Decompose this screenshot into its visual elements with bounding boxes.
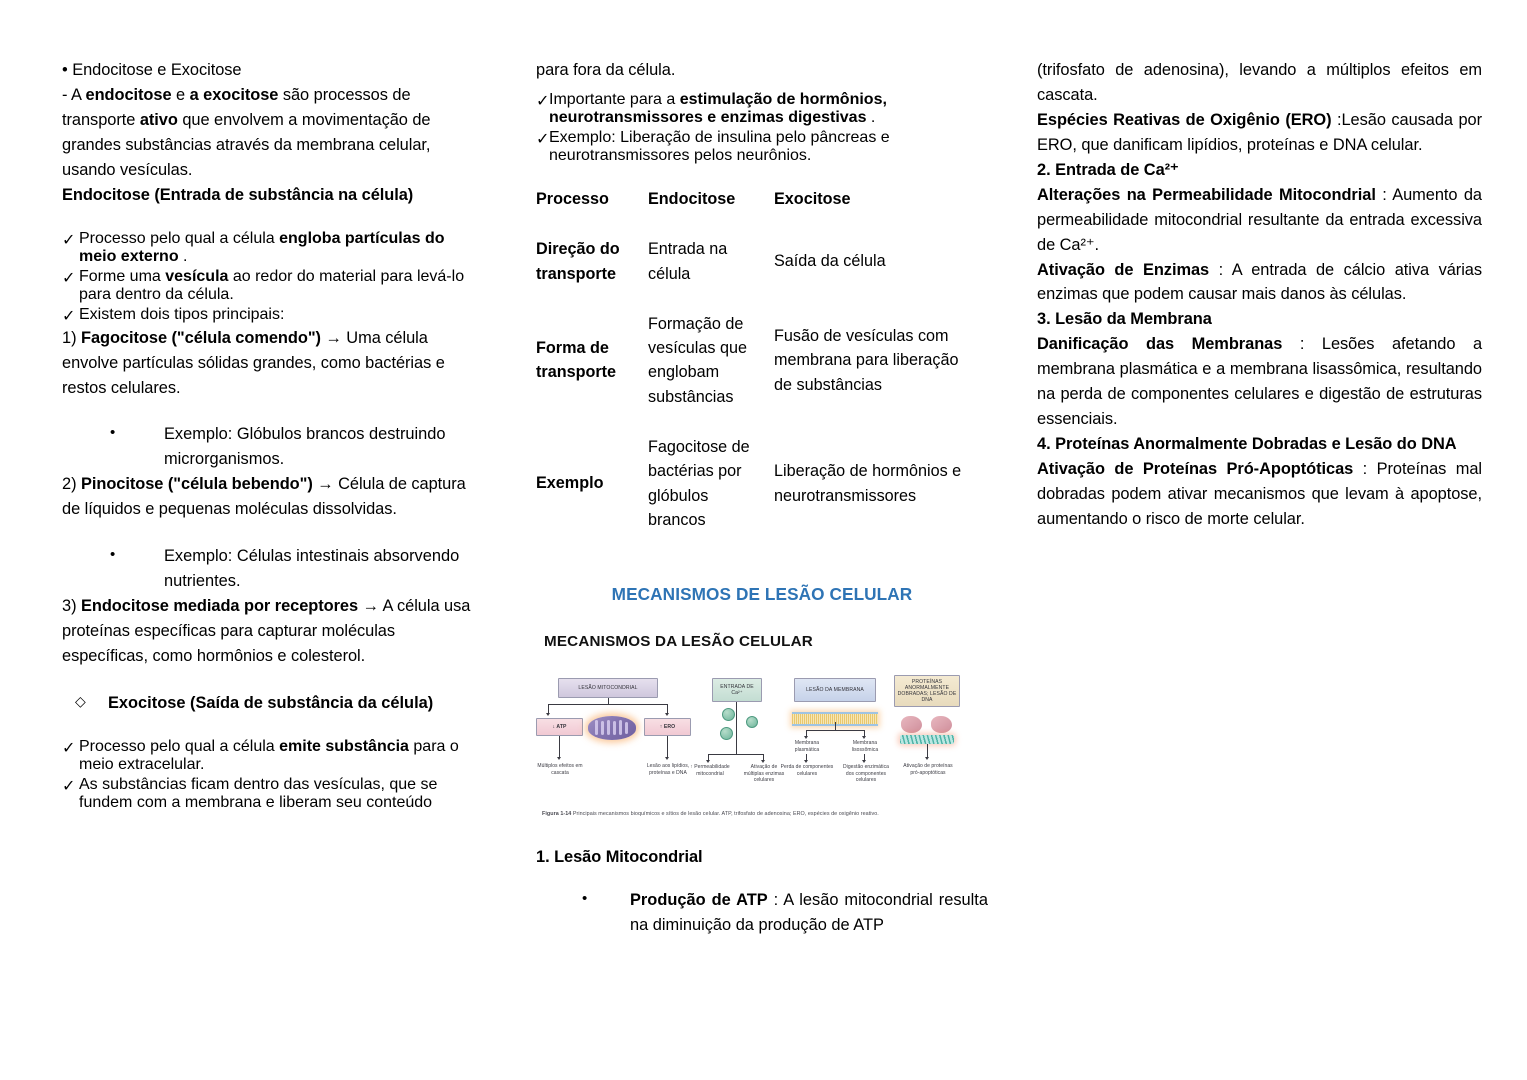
three-column-layout [0, 58, 1527, 938]
example-pinocitose-text: Exemplo: Células intestinais absorvendo nutrientes. [164, 547, 460, 591]
check-item-5 [62, 776, 472, 812]
table-row [536, 312, 988, 435]
diagram-connector [708, 754, 764, 755]
intro-text-1: - A [62, 85, 86, 104]
diagram-arrow [862, 736, 866, 739]
check-item-3 [62, 306, 472, 326]
example-pinocitose [110, 544, 472, 594]
bullet-dot-icon: • [110, 424, 116, 442]
table-header-row [536, 187, 988, 237]
column-1 [0, 58, 500, 938]
intro-bold-2: a exocitose [189, 85, 279, 104]
paragraph-danificacao [1037, 332, 1482, 432]
table-cell-endocitose: Entrada na célula [648, 240, 728, 283]
diagram-connector [806, 730, 864, 731]
diagram-label-membrana-lisossomica: Membrana lisossômica [851, 740, 879, 753]
diagram-label-permeabilidade: ↑ Permeabilidade mitocondrial [690, 764, 730, 777]
diagram-box-lesao-mitocondrial: LESÃO MITOCONDRIAL [558, 678, 658, 698]
heading-mech-4: 4. Proteínas Anormalmente Dobradas e Lesão do DNA [1037, 435, 1457, 454]
diagram-arrow [546, 713, 550, 716]
intro-paragraph [62, 83, 472, 183]
calcium-ion-icon [722, 708, 735, 721]
diagram-arrow [804, 736, 808, 739]
check-icon: ✓ [62, 777, 76, 795]
diagram-label-lesao-lipidios: Lesão aos lipídios, proteínas e DNA [646, 763, 690, 776]
intro-bold-3: ativo [139, 110, 178, 129]
table-row [536, 237, 988, 312]
section-heading-mecanismos: MECANISMOS DE LESÃO CELULAR [611, 584, 913, 605]
diagram-connector [736, 702, 737, 754]
check-item-4 [62, 738, 472, 774]
calcium-ion-icon [746, 716, 758, 728]
check-icon: ✓ [62, 307, 76, 325]
table-row-label: Direção do transporte [536, 240, 620, 283]
figure-title: MECANISMOS DA LESÃO CELULAR [544, 633, 813, 651]
intro-text-4: que envolvem a movimentação de grandes substâncias através da membrana celular, usando vesículas. [62, 110, 431, 179]
example-fagocitose-text: Exemplo: Glóbulos brancos destruindo microrganismos. [164, 425, 446, 469]
check-icon: ✓ [62, 739, 76, 757]
check-icon: ✓ [62, 269, 76, 287]
table-cell-exocitose: Saída da célula [774, 252, 886, 271]
paragraph-permeabilidade [1037, 183, 1482, 258]
heading-exocitose [75, 691, 472, 716]
diamond-bullet-icon: ◇ [75, 692, 86, 709]
diagram-label-membrana-plasmatica: Membrana plasmática [794, 740, 820, 753]
misfolded-protein-icon [931, 716, 952, 733]
check-item-4-text: Processo pelo qual a célula emite substância para o meio extracelular. [79, 737, 459, 773]
diagram-box-ero: ↑ ERO [644, 718, 691, 736]
danificacao-bold: Danificação das Membranas [1037, 335, 1283, 354]
diagram-connector [835, 722, 836, 730]
ero-bold: Espécies Reativas de Oxigênio (ERO) [1037, 110, 1332, 129]
paragraph-enzimas [1037, 258, 1482, 308]
heading-exocitose-text: Exocitose (Saída de substância da célula) [108, 693, 434, 712]
table-header-endocitose: Endocitose [648, 189, 736, 208]
diagram-label-digestao-enzimatica: Digestão enzimática dos componentes celulares [843, 764, 889, 784]
misfolded-protein-icon [901, 716, 922, 733]
figure-diagram [536, 672, 966, 806]
heading-mech-3: 3. Lesão da Membrana [1037, 310, 1212, 329]
col2-check-item-2 [536, 129, 988, 165]
mitochondrion-icon [588, 716, 636, 740]
diagram-arrow [804, 760, 808, 763]
check-icon: ✓ [536, 92, 550, 110]
heading-mech-1: 1. Lesão Mitocondrial [536, 848, 703, 867]
diagram-arrow [557, 757, 561, 760]
figure-caption-text: Principais mecanismos bioquímicos e sítios de lesão celular. ATP, trifosfato de adenosina; ERO, espécies de oxigênio reativo. [572, 811, 879, 818]
diagram-connector [548, 704, 668, 705]
diagram-box-lesao-membrana: LESÃO DA MEMBRANA [794, 678, 876, 702]
table-row-label: Exemplo [536, 474, 604, 493]
example-fagocitose [110, 422, 472, 472]
diagram-arrow [925, 757, 929, 760]
check-icon: ✓ [536, 130, 550, 148]
diagram-connector [559, 736, 560, 758]
table-cell-exocitose: Fusão de vesículas com membrana para liberação de substâncias [774, 326, 959, 394]
diagram-label-ativacao-enzimas: Ativação de múltiplas enzimas celulares [743, 764, 785, 784]
check-item-1-text: Processo pelo qual a célula engloba partículas do meio externo . [79, 229, 445, 265]
ero-text: :Lesão causada por ERO, que danificam lipídios, proteínas e DNA celular. [1037, 110, 1482, 154]
topic-bullet: • Endocitose e Exocitose [62, 61, 242, 79]
list-item-receptores: 3) Endocitose mediada por receptores → A célula usa proteínas específicas para capturar moléculas específicas, como hormônios e colesterol. [62, 597, 471, 665]
check-item-1 [62, 230, 472, 266]
diagram-box-atp: ↓ ATP [536, 718, 583, 736]
check-item-3-text: Existem dois tipos principais: [79, 305, 285, 323]
table-cell-endocitose: Fagocitose de bactérias por glóbulos brancos [648, 438, 750, 529]
intro-bold-1: endocitose [85, 85, 172, 104]
permeabilidade-bold: Alterações na Permeabilidade Mitocondrial [1037, 185, 1376, 204]
proapoptoticas-text: : Proteínas mal dobradas podem ativar mecanismos que levam à apoptose, aumentando o risco de morte celular. [1037, 460, 1482, 528]
diagram-arrow [761, 760, 765, 763]
comparison-table [536, 187, 988, 558]
intro-text-2: e [171, 85, 190, 104]
enzimas-text: : A entrada de cálcio ativa várias enzimas que podem causar mais danos às células. [1037, 260, 1483, 304]
table-row-label: Forma de transporte [536, 339, 617, 382]
continuation-text: para fora da célula. [536, 61, 676, 79]
paragraph-proapoptoticas [1037, 457, 1482, 532]
check-item-2 [62, 268, 472, 304]
table-header-processo: Processo [536, 189, 609, 208]
heading-mech-2: 2. Entrada de Ca²⁺ [1037, 160, 1179, 179]
intro-text-3: são processos de transporte [62, 85, 411, 129]
dna-icon [900, 735, 954, 744]
table-header-exocitose: Exocitose [774, 189, 851, 208]
diagram-arrow [706, 760, 710, 763]
figure-mecanismos-lesao-celular [536, 633, 966, 817]
mech1-bullet-text: Produção de ATP : A lesão mitocondrial resulta na diminuição da produção de ATP [630, 891, 988, 935]
diagram-connector [927, 744, 928, 758]
column-3 [1012, 58, 1527, 938]
danificacao-text: : Lesões afetando a membrana plasmática e a membrana lisassômica, resultando na perda de componentes celulares e digestão de estruturas essenciais. [1037, 335, 1483, 429]
heading-endocitose: Endocitose (Entrada de substância na célula) [62, 185, 414, 204]
list-item-fagocitose: 1) Fagocitose ("célula comendo") → Uma célula envolve partículas sólidas grandes, como bactérias e restos celulares. [62, 328, 445, 397]
diagram-box-entrada-ca: ENTRADA DE Ca²⁺ [712, 678, 762, 702]
table-cell-exocitose: Liberação de hormônios e neurotransmissores [774, 462, 962, 505]
col2-check-item-1-text: Importante para a estimulação de hormônios, neurotransmissores e enzimas digestivas . [549, 90, 887, 126]
check-item-5-text: As substâncias ficam dentro das vesículas, que se fundem com a membrana e liberam seu conteúdo [79, 775, 438, 811]
diagram-label-perda-componentes: Perda de componentes celulares [780, 764, 834, 777]
bullet-dot-icon: • [110, 546, 116, 564]
mech1-bullet [582, 888, 988, 938]
list-item-pinocitose: 2) Pinocitose ("célula bebendo") → Célula de captura de líquidos e pequenas moléculas dissolvidas. [62, 475, 466, 519]
col3-continuation: (trifosfato de adenosina), levando a múltiplos efeitos em cascata. [1037, 61, 1482, 104]
table-row [536, 435, 988, 558]
permeabilidade-text: : Aumento da permeabilidade mitocondrial resultante da entrada excessiva de Ca²⁺. [1037, 185, 1482, 254]
check-item-2-text: Forme uma vesícula ao redor do material para levá-lo para dentro da célula. [79, 267, 465, 303]
diagram-arrow [665, 757, 669, 760]
enzimas-bold: Ativação de Enzimas [1037, 260, 1210, 279]
diagram-connector [608, 698, 609, 704]
paragraph-ero [1037, 108, 1482, 158]
calcium-ion-icon [720, 727, 733, 740]
bullet-dot-icon: • [582, 890, 588, 908]
proapoptoticas-bold: Ativação de Proteínas Pró-Apoptóticas [1037, 460, 1354, 478]
diagram-label-multiplos-efeitos: Múltiplos efeitos em cascata [537, 763, 583, 776]
figure-caption [542, 811, 966, 817]
check-icon: ✓ [62, 231, 76, 249]
diagram-arrow [862, 760, 866, 763]
diagram-box-proteinas-dobradas: PROTEÍNAS ANORMALMENTE DOBRADAS; LESÃO DE DNA [894, 675, 960, 707]
col2-check-item-2-text: Exemplo: Liberação de insulina pelo pâncreas e neurotransmissores pelos neurônios. [549, 128, 890, 164]
diagram-arrow [665, 713, 669, 716]
diagram-connector [667, 736, 668, 758]
table-cell-endocitose: Formação de vesículas que englobam substâncias [648, 314, 747, 406]
column-2 [500, 58, 1012, 938]
figure-caption-label: Figura 1-14 [542, 811, 572, 818]
col2-check-item-1 [536, 91, 988, 127]
diagram-label-ativacao-proapoptoticas: Ativação de proteínas pró-apoptóticas [903, 763, 953, 776]
